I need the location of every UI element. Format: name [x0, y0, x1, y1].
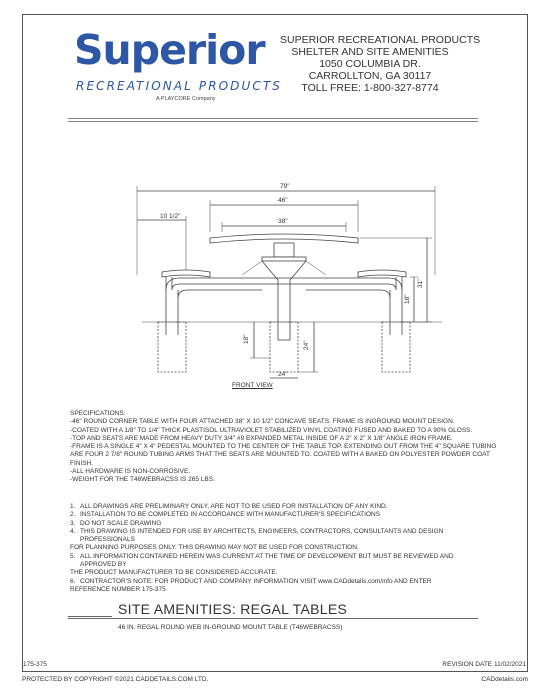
dim-footing-total-label: 24"	[303, 340, 310, 350]
header-divider	[68, 118, 478, 119]
spec-line: -FRAME IS A SINGLE 4" X 4" PEDESTAL MOUNTED TO THE CENTER OF THE TABLE TOP. EXTENDING OUT FROM THE 4" SQUARE TUBING	[70, 443, 497, 451]
drawing-title: SITE AMENITIES: REGAL TABLES	[118, 601, 348, 617]
company-line: 1050 COLUMBIA DR.	[319, 58, 421, 70]
note-text: CONTRACTOR'S NOTE: FOR PRODUCT AND COMPANY INFORMATION VISIT www.CADdetails.com/info AND ENTER	[80, 577, 432, 585]
seat-right	[358, 270, 406, 277]
dim-table-label: 46"	[278, 197, 288, 204]
front-view-label: FRONT VIEW	[232, 382, 273, 389]
company-line: SHELTER AND SITE AMENITIES	[291, 46, 449, 58]
brand-logo: Superior	[74, 26, 265, 74]
frame-arm	[172, 277, 396, 290]
company-line: TOLL FREE: 1-800-327-8774	[301, 82, 439, 94]
spec-line: -COATED WITH A 1/8" TO 1/4" THICK PLASTISOL ULTRAVIOLET STABILIZED VINYL COATING FUSED AND BAKED TO A 90% GLOSS.	[70, 426, 473, 434]
brand-tagline: RECREATIONAL PRODUCTS	[76, 79, 283, 93]
footing-left	[158, 322, 186, 372]
dim-seat-height-label: 18"	[404, 294, 411, 304]
site-link[interactable]: CADdetails.com	[481, 676, 528, 683]
dim-pedestal-label: 38"	[278, 218, 288, 225]
reference-number: 175-375	[23, 661, 47, 668]
note-item	[70, 511, 490, 519]
footing-center	[270, 322, 298, 372]
note-number: 1.	[70, 503, 76, 510]
center-post	[262, 261, 306, 340]
copyright-text: PROTECTED BY COPYRIGHT ©2021 CADDETAILS.COM LTD.	[22, 676, 209, 683]
header-divider-secondary	[68, 121, 478, 122]
note-number: 5.	[70, 552, 76, 560]
dim-overall-label: 79"	[280, 183, 290, 190]
dim-total-height-label: 31"	[417, 278, 424, 288]
note-item	[70, 578, 490, 586]
note-number: 2.	[70, 511, 76, 519]
brand-company-note: A PLAYCORE Company	[156, 96, 216, 102]
seat-left	[162, 270, 210, 277]
spec-line: -WEIGHT FOR THE T46WEBRACSS IS 265 LBS.	[70, 476, 215, 484]
footing-right	[382, 322, 410, 372]
specifications-block	[70, 410, 497, 485]
note-number: 4.	[70, 527, 76, 535]
revision-date: REVISION DATE 11/02/2021	[442, 661, 526, 668]
note-number: 3.	[70, 519, 76, 527]
notes-block	[70, 503, 490, 594]
dim-footing-depth-label: 18"	[243, 334, 250, 344]
note-item	[70, 503, 490, 511]
note-number: 6.	[70, 577, 76, 585]
drawing-subtitle: 46 IN. REGAL ROUND WEB IN-GROUND MOUNT TABLE (T46WEBRACSS)	[118, 624, 343, 631]
spec-line: FINISH.	[70, 459, 94, 467]
company-line: CARROLLTON, GA 30117	[308, 70, 432, 82]
title-divider	[68, 618, 478, 619]
note-text: ALL INFORMATION CONTAINED HEREIN WAS CURRENT AT THE TIME OF DEVELOPMENT BUT MUST BE REVIEWED AND APPROVED BY	[80, 552, 454, 569]
note-item	[70, 553, 490, 570]
note-text-continued: REFERENCE NUMBER 175-375	[70, 585, 166, 593]
title-block-marker	[68, 597, 112, 617]
front-view-drawing	[22, 180, 528, 380]
spec-line: -ALL HARDWARE IS NON-CORROSIVE.	[70, 468, 191, 476]
note-text-continued: THE PRODUCT MANUFACTURER TO BE CONSIDERED ACCURATE.	[70, 569, 278, 577]
spec-line: -46" ROUND CORNER TABLE WITH FOUR ATTACHED 38" X 10 1/2" CONCAVE SEATS. FRAME IS INGROUND MOUNT DESIGN.	[70, 418, 455, 426]
note-text: ALL DRAWINGS ARE PRELIMINARY ONLY, ARE NOT TO BE USED FOR INSTALLATION OF ANY KIND.	[80, 503, 388, 510]
dim-seat-label: 10 1/2"	[160, 213, 181, 220]
note-text-continued: FOR PLANNING PURPOSES ONLY. THIS DRAWING MAY NOT BE USED FOR CONSTRUCTION.	[70, 544, 359, 552]
note-text: THIS DRAWING IS INTENDED FOR USE BY ARCHITECTS, ENGINEERS, CONTRACTORS, CONSULTANTS AND DESIGN PROFESSIONALS	[80, 527, 444, 544]
company-address-block	[280, 34, 481, 94]
note-text: INSTALLATION TO BE COMPLETED IN ACCORDANCE WITH MANUFACTURER'S SPECIFICATIONS	[80, 511, 381, 519]
company-line: SUPERIOR RECREATIONAL PRODUCTS	[280, 34, 481, 46]
spec-line: ARE FOUR 2 7/8" ROUND TUBING ARMS THAT THE SEATS ARE MOUNTED TO. COATED WITH A BAKED ON POLYESTER POWDER COAT	[70, 451, 490, 459]
table-top	[210, 234, 358, 243]
dim-footing-width-label: 24"	[278, 371, 288, 378]
note-item	[70, 520, 490, 528]
specifications-heading: SPECIFICATIONS:	[70, 410, 126, 417]
spec-line: -TOP AND SEATS ARE MADE FROM HEAVY DUTY 3/4" #9 EXPANDED METAL INSIDE OF A 2" X 2" X 1/8" ANGLE IRON FRAME.	[70, 434, 453, 442]
note-item	[70, 528, 490, 545]
note-text: DO NOT SCALE DRAWING	[80, 519, 162, 527]
